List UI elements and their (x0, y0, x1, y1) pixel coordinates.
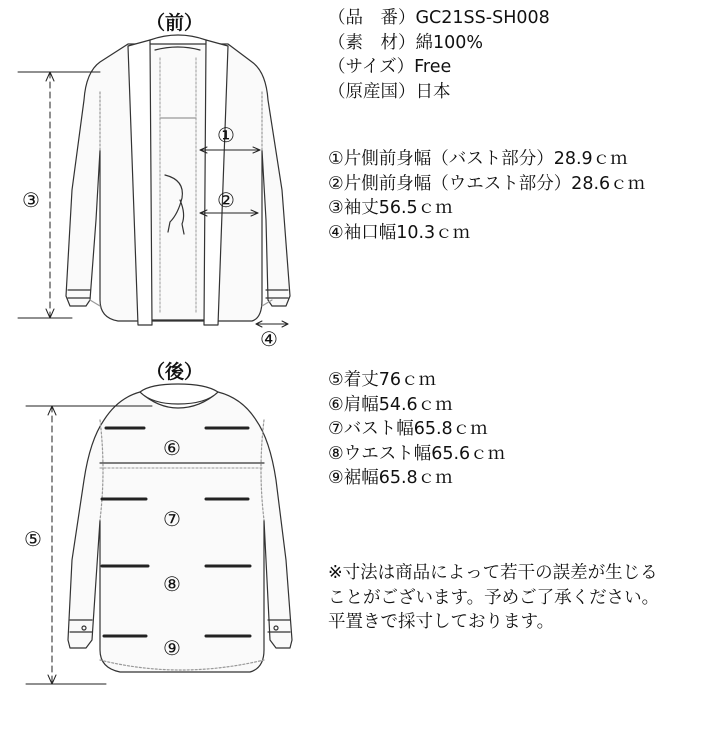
measurement-7: ⑦バスト幅65.8ｃｍ (328, 419, 488, 439)
measurement-6: ⑥肩幅54.6ｃｍ (328, 394, 453, 415)
measurement-8: ⑧ウエスト幅65.6ｃｍ (328, 443, 506, 464)
marker-9: ⑨ (163, 636, 181, 660)
product-specs (328, 6, 550, 104)
garment-illustrations (0, 0, 310, 728)
marker-4: ④ (260, 327, 278, 351)
spec-size: （サイズ）Free (328, 57, 452, 77)
measurement-5: ⑤着丈76ｃｍ (328, 370, 436, 390)
front-measurements (328, 147, 645, 245)
measurement-note (328, 561, 659, 635)
marker-8: ⑧ (163, 572, 181, 596)
spec-origin: （原産国）日本 (328, 81, 451, 102)
measurement-2: ②片側前身幅（ウエスト部分）28.6ｃｍ (328, 173, 646, 194)
marker-1: ① (217, 123, 235, 147)
front-view-label: （前） (146, 12, 204, 34)
back-measurements (328, 368, 505, 491)
measurement-3: ③袖丈56.5ｃｍ (328, 198, 453, 218)
marker-2: ② (217, 188, 235, 212)
measurement-9: ⑨裾幅65.8ｃｍ (328, 468, 453, 488)
note-line-1: ※寸法は商品によって若干の誤差が生じる (328, 563, 658, 583)
marker-5: ⑤ (24, 527, 42, 551)
marker-7: ⑦ (163, 507, 181, 531)
spec-product-code: （品 番）GC21SS-SH008 (328, 8, 550, 28)
measurement-1: ①片側前身幅（バスト部分）28.9ｃｍ (328, 149, 628, 169)
note-line-3: 平置きで採寸しております。 (328, 612, 555, 632)
front-garment (66, 35, 290, 325)
spec-material: （素 材）綿100% (328, 32, 484, 53)
marker-6: ⑥ (163, 436, 181, 460)
marker-3: ③ (22, 188, 40, 212)
measurement-4: ④袖口幅10.3ｃｍ (328, 222, 471, 243)
note-line-2: ことがございます。予めご了承ください。 (328, 587, 660, 608)
back-view-label: （後） (146, 361, 204, 383)
